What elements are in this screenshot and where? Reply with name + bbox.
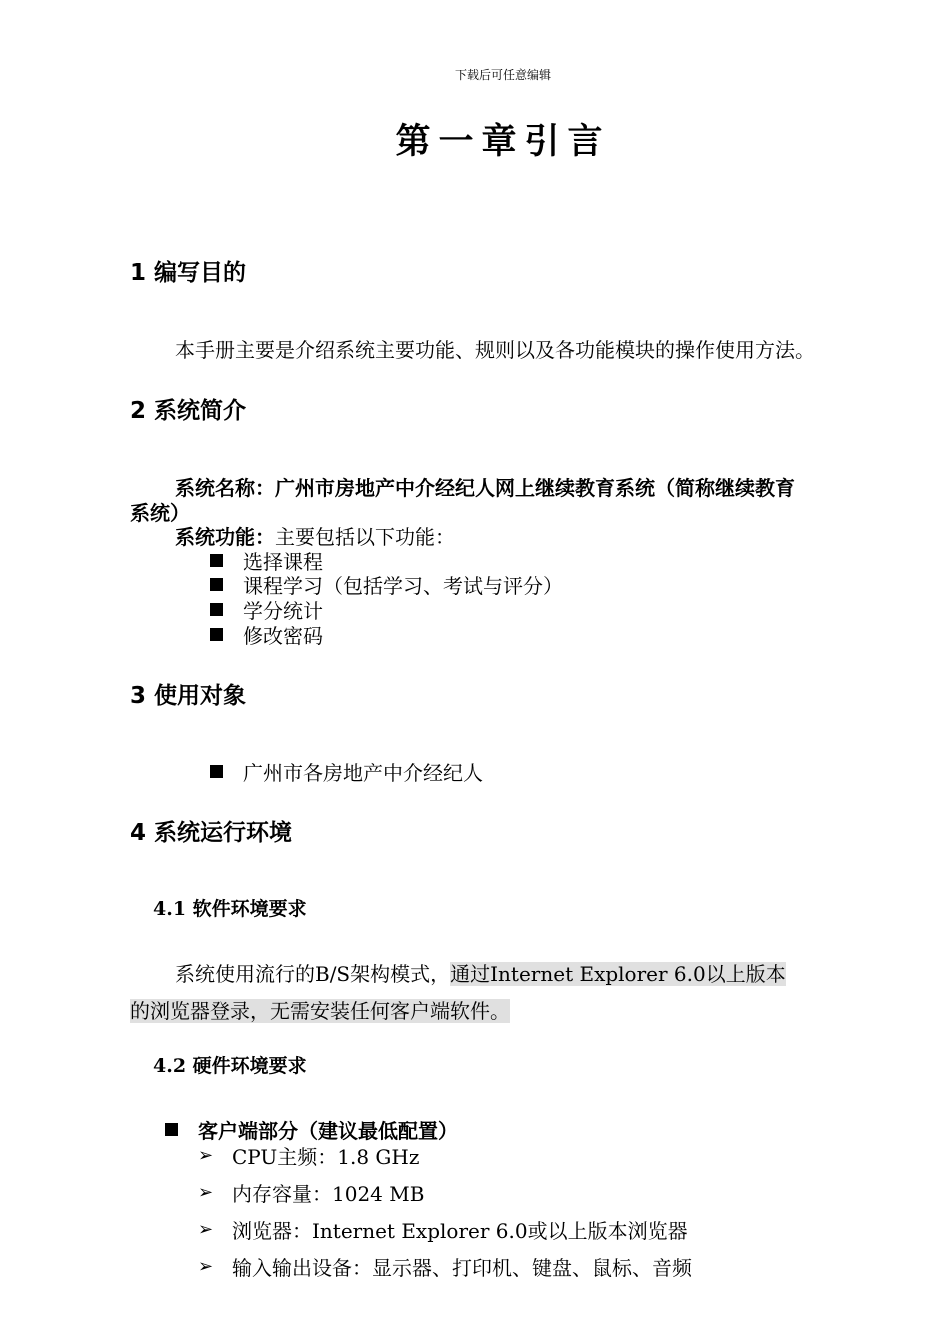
list-item: 课程学习（包括学习、考试与评分） <box>210 570 563 599</box>
square-bullet-icon <box>210 578 223 591</box>
system-function-label: 系统功能： <box>175 525 275 549</box>
section-1-paragraph: 本手册主要是介绍系统主要功能、规则以及各功能模块的操作使用方法。 <box>175 338 815 362</box>
system-name-line <box>175 472 795 501</box>
subsection-4-1-heading: 4.1 软件环境要求 <box>153 898 307 920</box>
page-header-note: 下载后可任意编辑 <box>454 68 551 82</box>
software-env-line-2 <box>130 995 510 1024</box>
list-item: 修改密码 <box>210 620 323 649</box>
list-item: ➢ CPU主频：1.8 GHz <box>198 1145 420 1169</box>
highlighted-text: 通过Internet Explorer 6.0以上版本 <box>450 962 786 986</box>
list-item: ➢ 内存容量：1024 MB <box>198 1182 425 1206</box>
arrow-bullet-icon: ➢ <box>198 1145 214 1166</box>
list-item: 广州市各房地产中介经纪人 <box>210 757 483 786</box>
chapter-title: 第一章引言 <box>395 122 611 162</box>
square-bullet-icon <box>210 765 223 778</box>
system-name-label: 系统名称： <box>175 476 275 500</box>
arrow-bullet-icon: ➢ <box>198 1256 214 1277</box>
section-4-heading: 4 系统运行环境 <box>130 820 293 846</box>
list-item: ➢ 浏览器：Internet Explorer 6.0或以上版本浏览器 <box>198 1219 688 1243</box>
system-name-continuation: 系统） <box>130 501 190 525</box>
section-1-heading: 1 编写目的 <box>130 260 247 286</box>
highlighted-text: 的浏览器登录，无需安装任何客户端软件。 <box>130 999 510 1023</box>
list-item: 选择课程 <box>210 546 323 575</box>
system-name-value: 广州市房地产中介经纪人网上继续教育系统（简称继续教育 <box>275 476 795 500</box>
system-function-value: 主要包括以下功能： <box>275 525 455 549</box>
list-item: ➢ 输入输出设备：显示器、打印机、键盘、鼠标、音频 <box>198 1256 692 1280</box>
list-item: 学分统计 <box>210 595 323 624</box>
arrow-bullet-icon: ➢ <box>198 1219 214 1240</box>
software-env-line-1: 系统使用流行的B/S架构模式，通过Internet Explorer 6.0以上版本 <box>175 962 786 986</box>
square-bullet-icon <box>165 1123 178 1136</box>
section-3-heading: 3 使用对象 <box>130 683 247 709</box>
square-bullet-icon <box>210 603 223 616</box>
arrow-bullet-icon: ➢ <box>198 1182 214 1203</box>
client-requirements-heading: 客户端部分（建议最低配置） <box>165 1115 458 1144</box>
square-bullet-icon <box>210 554 223 567</box>
square-bullet-icon <box>210 628 223 641</box>
subsection-4-2-heading: 4.2 硬件环境要求 <box>153 1055 307 1077</box>
section-2-heading: 2 系统简介 <box>130 398 247 424</box>
